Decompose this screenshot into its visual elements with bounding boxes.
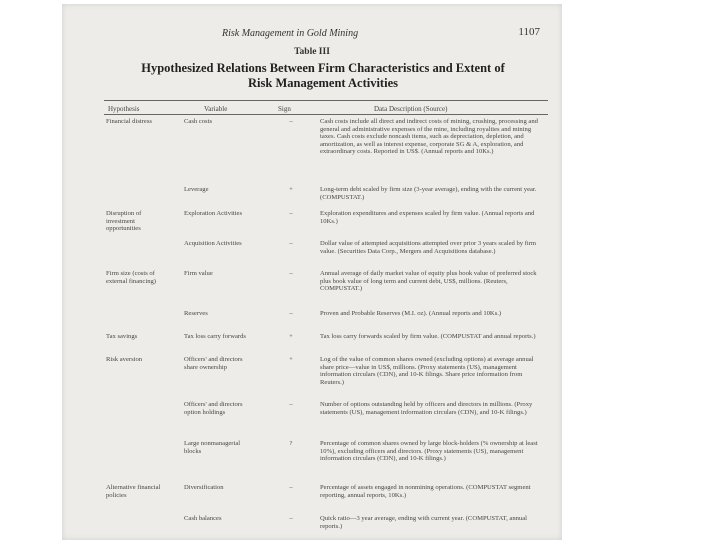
table-title	[98, 61, 548, 91]
table-title-line-1: Hypothesized Relations Between Firm Characteristics and Extent of	[141, 61, 505, 75]
row-description: Percentage of common shares owned by large block-holders (% ownership at least 10%), excluding officers and directors. (Proxy statements (US), management information circulars (CDN), and 10-K filings.)	[320, 440, 538, 463]
row-variable: Leverage	[184, 186, 209, 193]
row-sign: –	[289, 270, 293, 277]
row-hypothesis: Risk aversion	[106, 356, 143, 363]
row-sign: –	[289, 401, 293, 408]
row-sign: +	[289, 356, 293, 363]
row-sign: –	[289, 240, 293, 247]
row-sign: –	[289, 118, 293, 125]
row-variable: Tax loss carry forwards	[184, 333, 246, 340]
header-rule	[104, 114, 548, 115]
row-hypothesis: Financial distress	[106, 118, 152, 125]
table-label: Table III	[294, 47, 330, 57]
row-description: Exploration expenditures and expenses scaled by firm value. (Annual reports and 10Ks.)	[320, 210, 535, 225]
row-description: Percentage of assets engaged in nonmining operations. (COMPUSTAT segment reporting, annual reports, 10Ks.)	[320, 484, 531, 499]
row-sign: –	[289, 210, 293, 217]
header-variable: Variable	[204, 105, 228, 113]
row-description: Log of the value of common shares owned (excluding options) at average annual share price—value in US$, millions. (Proxy statements (US), management information circulars (CDN), and 10-K filings. Share price information from Reuters.)	[320, 356, 534, 386]
row-variable: Reserves	[184, 310, 208, 317]
row-description: Cash costs include all direct and indirect costs of mining, crushing, processing and general and administrative expenses of the mine, including royalties and mining taxes. Cash costs exclude noncash items, such as depreciation, depletion, and amortization, as well as interest expense, corporate SG & A, exploration, and extraordinary costs. Reported in US$. (Annual reports and 10Ks.)	[320, 118, 538, 156]
row-description: Tax loss carry forwards scaled by firm value. (COMPUSTAT and annual reports.)	[320, 333, 536, 340]
scanned-page	[62, 4, 562, 540]
header-description: Data Description (Source)	[374, 105, 448, 113]
row-variable: Officers' and directors option holdings	[184, 401, 243, 416]
row-hypothesis: Disruption of investment opportunities	[106, 210, 142, 233]
row-hypothesis: Tax savings	[106, 333, 138, 340]
row-description: Quick ratio—3 year average, ending with current year. (COMPUSTAT, annual reports.)	[320, 515, 527, 530]
row-variable: Acquisition Activities	[184, 240, 242, 247]
page-number: 1107	[518, 26, 540, 38]
row-variable: Cash costs	[184, 118, 213, 125]
row-sign: +	[289, 333, 293, 340]
row-variable: Officers' and directors share ownership	[184, 356, 243, 371]
row-hypothesis: Firm size (costs of external financing)	[106, 270, 156, 285]
row-hypothesis: Alternative financial policies	[106, 484, 161, 499]
row-variable: Exploration Activities	[184, 210, 243, 217]
top-rule	[104, 100, 548, 101]
row-sign: +	[289, 186, 293, 193]
row-variable: Cash balances	[184, 515, 222, 522]
row-sign: –	[289, 515, 293, 522]
row-description: Dollar value of attempted acquisitions attempted over prior 3 years scaled by firm value. (Securities Data Corp., Mergers and Acquisitions database.)	[320, 240, 537, 255]
row-sign: ?	[289, 440, 293, 447]
running-head-title: Risk Management in Gold Mining	[222, 28, 359, 39]
row-description: Long-term debt scaled by firm size (3-year average), ending with the current year. (COMPUSTAT.)	[320, 186, 537, 201]
header-hypothesis: Hypothesis	[108, 105, 140, 113]
row-sign: –	[289, 310, 293, 317]
row-description: Number of options outstanding held by officers and directors in millions. (Proxy statements (US), management information circulars (CDN), and 10-K filings.)	[320, 401, 533, 416]
row-description: Annual average of daily market value of equity plus book value of preferred stock plus book value of long term and current debt, US$, millions. (Reuters, COMPUSTAT.)	[320, 270, 537, 293]
row-variable: Firm value	[184, 270, 213, 277]
table-title-line-2: Risk Management Activities	[248, 76, 398, 90]
row-sign: –	[289, 484, 293, 491]
header-sign: Sign	[278, 105, 291, 113]
row-variable: Diversification	[184, 484, 224, 491]
row-variable: Large nonmanagerial blocks	[184, 440, 241, 455]
row-description: Proven and Probable Reserves (M.I. oz). (Annual reports and 10Ks.)	[320, 310, 502, 317]
